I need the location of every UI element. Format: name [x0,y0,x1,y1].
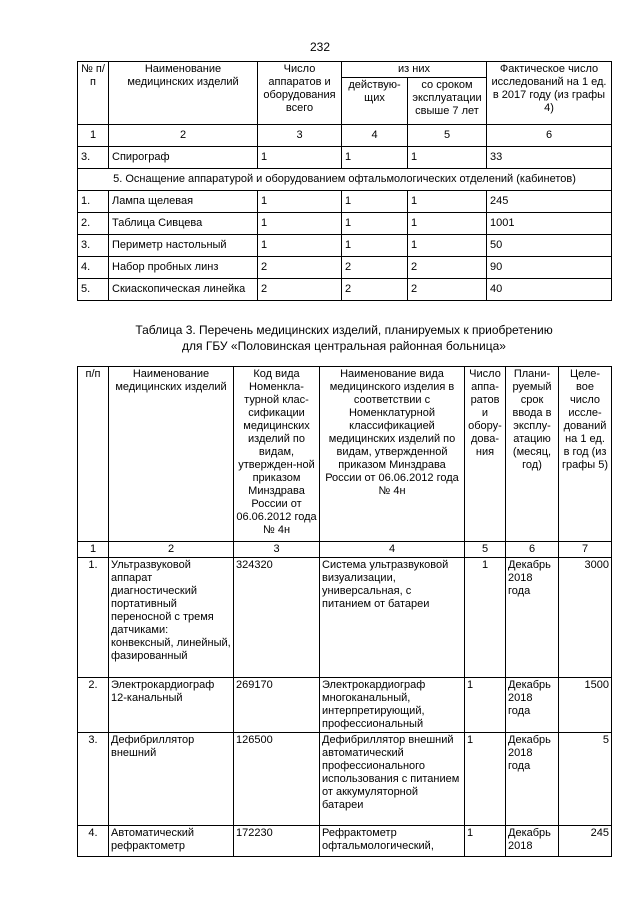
column-number: 3 [234,542,320,558]
table-row [78,733,612,826]
row-target: 5 [559,733,612,826]
section-title: 5. Оснащение аппаратурой и оборудованием офтальмологических отделений (кабинетов) [78,169,612,191]
row-num: 2. [78,213,109,235]
row-active: 1 [342,213,408,235]
header-count: Число аппа-ратов и обору-дова-ния [465,367,506,542]
table-row [78,826,612,857]
row-name: Ультразвуковой аппарат диагностический портативный переносной с тремя датчиками: конвексный, линейный, фазированный [109,558,234,678]
row-count: 1 [465,733,506,826]
row-num: 3. [78,147,109,169]
row-total: 1 [258,147,342,169]
row-target: 245 [559,826,612,857]
column-number: 1 [78,125,109,147]
row-num: 4. [78,826,109,857]
header-of-them: из них [342,62,487,78]
row-old: 1 [408,147,487,169]
column-number: 5 [465,542,506,558]
row-code: 126500 [234,733,320,826]
row-name: Периметр настольный [109,235,258,257]
row-num: 1. [78,558,109,678]
row-active: 1 [342,191,408,213]
page-number: 232 [309,40,331,54]
column-number: 4 [342,125,408,147]
row-type: Рефрактометр офтальмологический, [320,826,465,857]
column-number: 6 [487,125,612,147]
row-actual: 40 [487,279,612,301]
table-row [78,558,612,678]
row-actual: 245 [487,191,612,213]
row-old: 1 [408,213,487,235]
column-number: 7 [559,542,612,558]
row-total: 2 [258,279,342,301]
table-row [78,191,612,213]
header-name: Наименование медицинских изделий [109,367,234,542]
row-total: 1 [258,191,342,213]
row-actual: 90 [487,257,612,279]
header-actual: Фактическое число исследований на 1 ед. в 2017 году (из графы 4) [487,62,612,125]
row-code: 269170 [234,678,320,733]
row-name: Таблица Сивцева [109,213,258,235]
row-active: 2 [342,279,408,301]
row-actual: 33 [487,147,612,169]
row-actual: 1001 [487,213,612,235]
equipment-table [77,61,612,301]
column-number: 6 [506,542,559,558]
row-num: 1. [78,191,109,213]
header-num: п/п [78,367,109,542]
caption-line-2: для ГБУ «Половинская центральная районная больница» [182,339,506,353]
column-number: 2 [109,125,258,147]
row-num: 5. [78,279,109,301]
row-type: Система ультразвуковой визуализации, универсальная, с питанием от батареи [320,558,465,678]
row-term: Декабрь 2018 [506,826,559,857]
row-active: 1 [342,147,408,169]
table-row [78,678,612,733]
row-name: Скиаскопическая линейка [109,279,258,301]
header-term: Плани-руемый срок ввода в эксплу-атацию (месяц, год) [506,367,559,542]
row-total: 1 [258,235,342,257]
row-total: 2 [258,257,342,279]
row-count: 1 [465,678,506,733]
column-number: 3 [258,125,342,147]
row-target: 1500 [559,678,612,733]
row-old: 1 [408,191,487,213]
column-number: 2 [109,542,234,558]
row-name: Лампа щелевая [109,191,258,213]
table-row [78,257,612,279]
row-term: Декабрь 2018 года [506,733,559,826]
row-num: 4. [78,257,109,279]
table-row [78,213,612,235]
table-caption [77,322,611,354]
row-name: Электрокардиограф 12-канальный [109,678,234,733]
header-num: № п/п [78,62,109,125]
row-old: 2 [408,279,487,301]
row-old: 1 [408,235,487,257]
row-term: Декабрь 2018 года [506,678,559,733]
row-active: 1 [342,235,408,257]
row-type: Электрокардиограф многоканальный, интерпретирующий, профессиональный [320,678,465,733]
table-row [78,235,612,257]
header-name: Наименование медицинских изделий [109,62,258,125]
row-total: 1 [258,213,342,235]
column-number: 1 [78,542,109,558]
caption-line-1: Таблица 3. Перечень медицинских изделий, планируемых к приобретению [135,323,553,337]
row-name: Спирограф [109,147,258,169]
table-row [78,279,612,301]
row-target: 3000 [559,558,612,678]
row-name: Автоматический рефрактометр [109,826,234,857]
column-number: 4 [320,542,465,558]
column-number: 5 [408,125,487,147]
row-num: 3. [78,235,109,257]
row-code: 324320 [234,558,320,678]
planned-purchases-table [77,366,612,857]
header-total: Число аппаратов и оборудования всего [258,62,342,125]
header-old: со сроком эксплуатации свыше 7 лет [408,78,487,125]
row-active: 2 [342,257,408,279]
row-code: 172230 [234,826,320,857]
column-number-row [78,542,612,558]
row-num: 3. [78,733,109,826]
header-type: Наименование вида медицинского изделия в соответствии с Номенклатурной классификацией медицинских изделий по видам, утвержденной приказом Минздрава России от 06.06.2012 года № 4н [320,367,465,542]
row-type: Дефибриллятор внешний автоматический профессионального использования с питанием от аккумуляторной батареи [320,733,465,826]
column-number-row [78,125,612,147]
row-count: 1 [465,826,506,857]
header-code: Код вида Номенкла-турной клас-сификации медицинских изделий по видам, утвержден-ной приказом Минздрава России от 06.06.2012 года № 4н [234,367,320,542]
header-active: действую-щих [342,78,408,125]
row-name: Дефибриллятор внешний [109,733,234,826]
header-target: Целе-вое число иссле-дований на 1 ед. в год (из графы 5) [559,367,612,542]
row-actual: 50 [487,235,612,257]
row-num: 2. [78,678,109,733]
table-row [78,147,612,169]
row-count: 1 [465,558,506,678]
row-name: Набор пробных линз [109,257,258,279]
row-old: 2 [408,257,487,279]
row-term: Декабрь 2018 года [506,558,559,678]
